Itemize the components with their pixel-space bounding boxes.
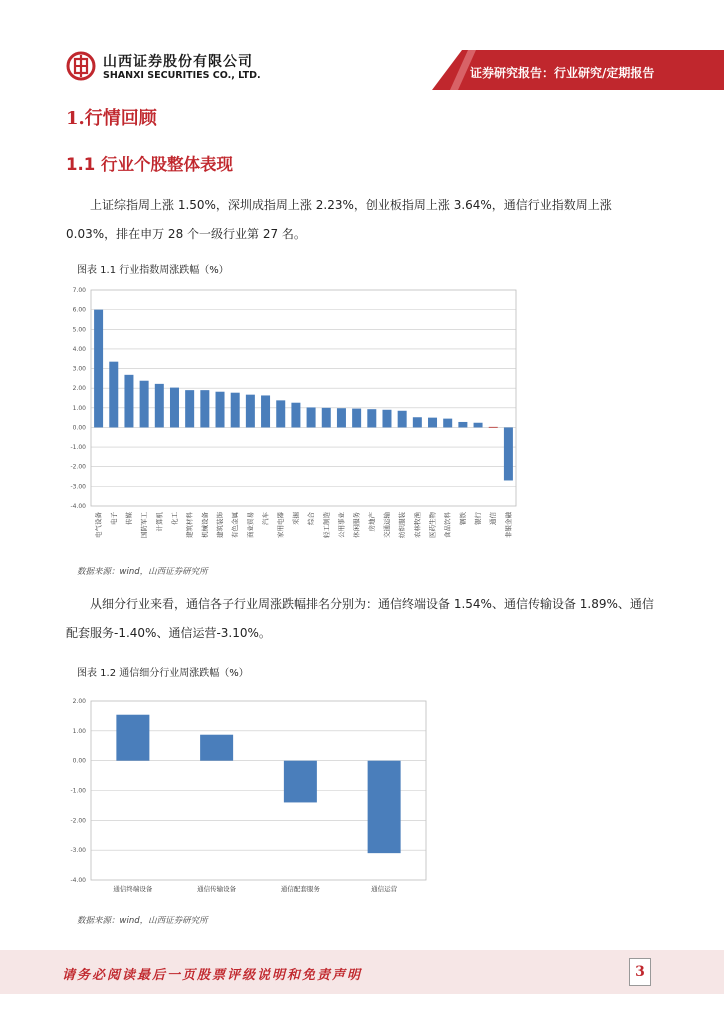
x-category-label: 建筑装饰 — [216, 512, 225, 538]
x-category-label: 建筑材料 — [185, 512, 194, 538]
x-category-label: 钢铁 — [458, 512, 467, 525]
y-tick-label: 2.00 — [72, 385, 86, 393]
x-category-label: 有色金属 — [231, 512, 240, 538]
bar — [428, 418, 437, 428]
x-category-label: 轻工制造 — [322, 512, 331, 538]
bar — [398, 411, 407, 428]
subsection-heading: 1.1 行业个股整体表现 — [66, 155, 233, 174]
y-tick-label: -2.00 — [70, 463, 86, 471]
figure1-title: 图表 1.1 行业指数周涨跌幅（%） — [77, 265, 229, 276]
y-tick-label: 1.00 — [72, 727, 86, 735]
bar — [352, 409, 361, 428]
section-heading: 1.行情回顾 — [66, 108, 157, 129]
shanxi-securities-logo-icon — [66, 51, 96, 81]
bar — [443, 419, 452, 428]
x-category-label: 通信终端设备 — [113, 885, 153, 893]
x-category-label: 商业贸易 — [246, 512, 255, 538]
paragraph-subsector-summary: 从细分行业来看，通信各子行业周涨跌幅排名分别为：通信终端设备 1.54%、通信传输设备 1.89%、通信配套服务-1.40%、通信运营-3.10%。 — [66, 597, 654, 640]
x-category-label: 非银金融 — [504, 512, 513, 538]
x-category-label: 医药生物 — [428, 512, 437, 538]
y-tick-label: 4.00 — [72, 345, 86, 353]
y-tick-label: 0.00 — [72, 424, 86, 432]
bar — [261, 395, 270, 427]
bar — [284, 761, 317, 803]
bar — [200, 390, 209, 427]
y-tick-label: 0.00 — [72, 757, 86, 765]
telecom-subsector-bar-chart — [66, 694, 436, 904]
x-category-label: 电气设备 — [94, 512, 103, 538]
x-category-label: 国防军工 — [140, 512, 149, 538]
y-tick-label: 6.00 — [72, 306, 86, 314]
y-tick-label: -4.00 — [70, 503, 86, 510]
figure2-source: 数据来源：wind，山西证券研究所 — [77, 916, 208, 926]
bar — [382, 410, 391, 428]
y-tick-label: -2.00 — [70, 817, 86, 825]
x-category-label: 电子 — [109, 512, 118, 525]
company-name-cn: 山西证券股份有限公司 — [103, 54, 253, 70]
bar — [291, 403, 300, 428]
x-category-label: 机械设备 — [200, 512, 209, 538]
paragraph-market-summary: 上证综指周上涨 1.50%，深圳成指周上涨 2.23%，创业板指周上涨 3.64%，通信行业指数周上涨 0.03%，排在申万 28 个一级行业第 27 名。 — [66, 198, 612, 241]
y-tick-label: -3.00 — [70, 483, 86, 491]
x-category-label: 综合 — [307, 512, 316, 525]
footer-disclaimer: 请务必阅读最后一页股票评级说明和免责声明 — [62, 968, 363, 983]
x-category-label: 计算机 — [155, 512, 164, 532]
bar — [504, 427, 513, 480]
x-category-label: 传媒 — [124, 512, 133, 525]
bar — [155, 384, 164, 428]
bar — [337, 408, 346, 427]
x-category-label: 化工 — [170, 512, 179, 525]
page-header — [0, 0, 724, 95]
y-tick-label: -3.00 — [70, 847, 86, 855]
x-category-label: 房地产 — [367, 512, 376, 532]
bar — [140, 381, 149, 428]
x-category-label: 公用事业 — [337, 512, 346, 538]
bar — [116, 715, 149, 761]
bar — [307, 407, 316, 427]
bar — [368, 761, 401, 853]
x-category-label: 农林牧渔 — [413, 512, 422, 538]
bar — [276, 400, 285, 427]
x-category-label: 通信配套服务 — [280, 885, 320, 893]
y-tick-label: 1.00 — [72, 404, 86, 412]
figure1-source: 数据来源：wind，山西证券研究所 — [77, 567, 208, 577]
y-tick-label: 7.00 — [72, 287, 86, 294]
figure2-title: 图表 1.2 通信细分行业周涨跌幅（%） — [77, 668, 249, 679]
x-category-label: 家用电器 — [276, 512, 285, 538]
y-tick-label: 3.00 — [72, 365, 86, 373]
bar — [200, 735, 233, 761]
y-tick-label: -1.00 — [70, 787, 86, 795]
x-category-label: 汽车 — [261, 512, 270, 525]
bar — [322, 408, 331, 428]
bar — [246, 395, 255, 428]
x-category-label: 休闲服务 — [352, 512, 361, 538]
bar — [185, 390, 194, 427]
bar — [367, 409, 376, 427]
bar — [124, 375, 133, 428]
report-type: 证券研究报告：行业研究/定期报告 — [470, 66, 655, 80]
bar — [474, 423, 483, 428]
bar — [216, 392, 225, 428]
x-category-label: 食品饮料 — [443, 512, 452, 538]
x-category-label: 交通运输 — [382, 512, 391, 538]
x-category-label: 采掘 — [291, 512, 300, 525]
bar — [489, 427, 498, 428]
bar — [413, 417, 422, 427]
x-category-label: 通信 — [489, 512, 498, 525]
x-category-label: 纺织服装 — [398, 512, 407, 538]
x-category-label: 通信传输设备 — [197, 885, 237, 893]
y-tick-label: 5.00 — [72, 326, 86, 334]
x-category-label: 通信运营 — [371, 885, 398, 893]
page-number: 3 — [629, 958, 651, 986]
industry-index-bar-chart — [66, 280, 526, 560]
x-category-label: 银行 — [474, 512, 483, 525]
bar — [458, 422, 467, 427]
company-name-en: SHANXI SECURITIES CO., LTD. — [103, 70, 261, 81]
bar — [231, 393, 240, 428]
y-tick-label: -1.00 — [70, 444, 86, 452]
y-tick-label: -4.00 — [70, 877, 86, 884]
bar — [109, 362, 118, 428]
bar — [94, 310, 103, 428]
y-tick-label: 2.00 — [72, 698, 86, 705]
bar — [170, 388, 179, 428]
